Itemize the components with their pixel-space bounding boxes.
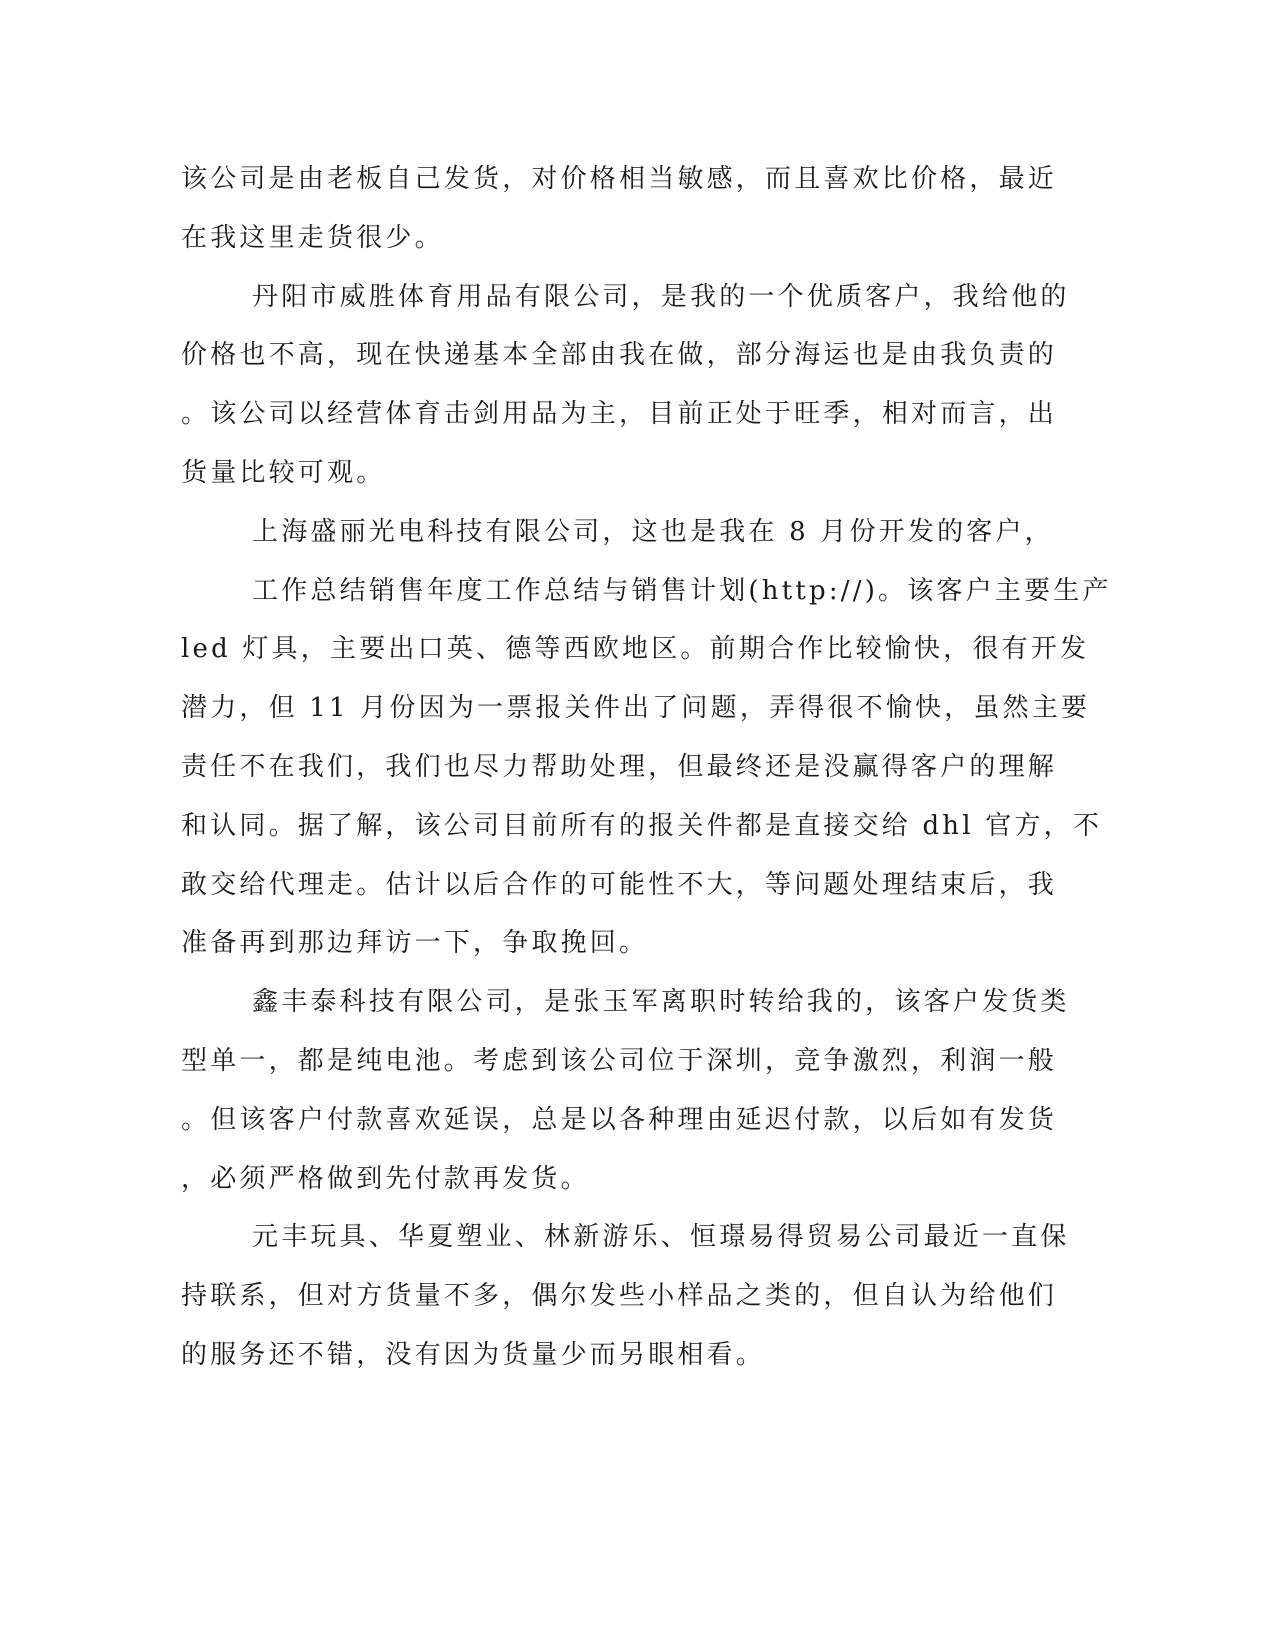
- text-line: 准备再到那边拜访一下，争取挽回。: [181, 928, 649, 959]
- paragraph-first-line: 丹阳市威胜体育用品有限公司，是我的一个优质客户，我给他的: [252, 281, 1070, 312]
- paragraph-first-line: 鑫丰泰科技有限公司，是张玉军离职时转给我的，该客户发货类: [252, 987, 1070, 1018]
- paragraph-first-line: 工作总结销售年度工作总结与销售计划(http://)。该客户主要生产: [252, 575, 1112, 606]
- text-line: 的服务还不错，没有因为货量少而另眼相看。: [181, 1339, 766, 1370]
- text-line: 货量比较可观。: [181, 457, 386, 488]
- text-line: 价格也不高，现在快递基本全部由我在做，部分海运也是由我负责的: [181, 340, 1058, 371]
- text-line: 敢交给代理走。估计以后合作的可能性不大，等问题处理结束后，我: [181, 869, 1058, 900]
- text-line: led 灯具，主要出口英、德等西欧地区。前期合作比较愉快，很有开发: [181, 634, 1090, 665]
- paragraph-first-line: 上海盛丽光电科技有限公司，这也是我在 8 月份开发的客户，: [252, 516, 1054, 547]
- text-line: 型单一，都是纯电池。考虑到该公司位于深圳，竞争激烈，利润一般: [181, 1045, 1058, 1076]
- document-body: [181, 150, 1112, 1385]
- text-line: 和认同。据了解，该公司目前所有的报关件都是直接交给 dhl 官方，不: [181, 810, 1103, 841]
- text-line: 潜力，但 11 月份因为一票报关件出了问题，弄得很不愉快，虽然主要: [181, 693, 1091, 724]
- text-line: 。但该客户付款喜欢延误，总是以各种理由延迟付款，以后如有发货: [181, 1104, 1058, 1135]
- text-line: 。该公司以经营体育击剑用品为主，目前正处于旺季，相对而言，出: [181, 399, 1058, 430]
- text-line: 持联系，但对方货量不多，偶尔发些小样品之类的，但自认为给他们: [181, 1281, 1058, 1312]
- text-line: 在我这里走货很少。: [181, 222, 444, 253]
- text-line: 责任不在我们，我们也尽力帮助处理，但最终还是没赢得客户的理解: [181, 751, 1058, 782]
- text-line: ，必须严格做到先付款再发货。: [181, 1163, 590, 1194]
- paragraph-first-line: 元丰玩具、华夏塑业、林新游乐、恒璟易得贸易公司最近一直保: [252, 1222, 1070, 1253]
- text-line: 该公司是由老板自己发货，对价格相当敏感，而且喜欢比价格，最近: [181, 164, 1058, 194]
